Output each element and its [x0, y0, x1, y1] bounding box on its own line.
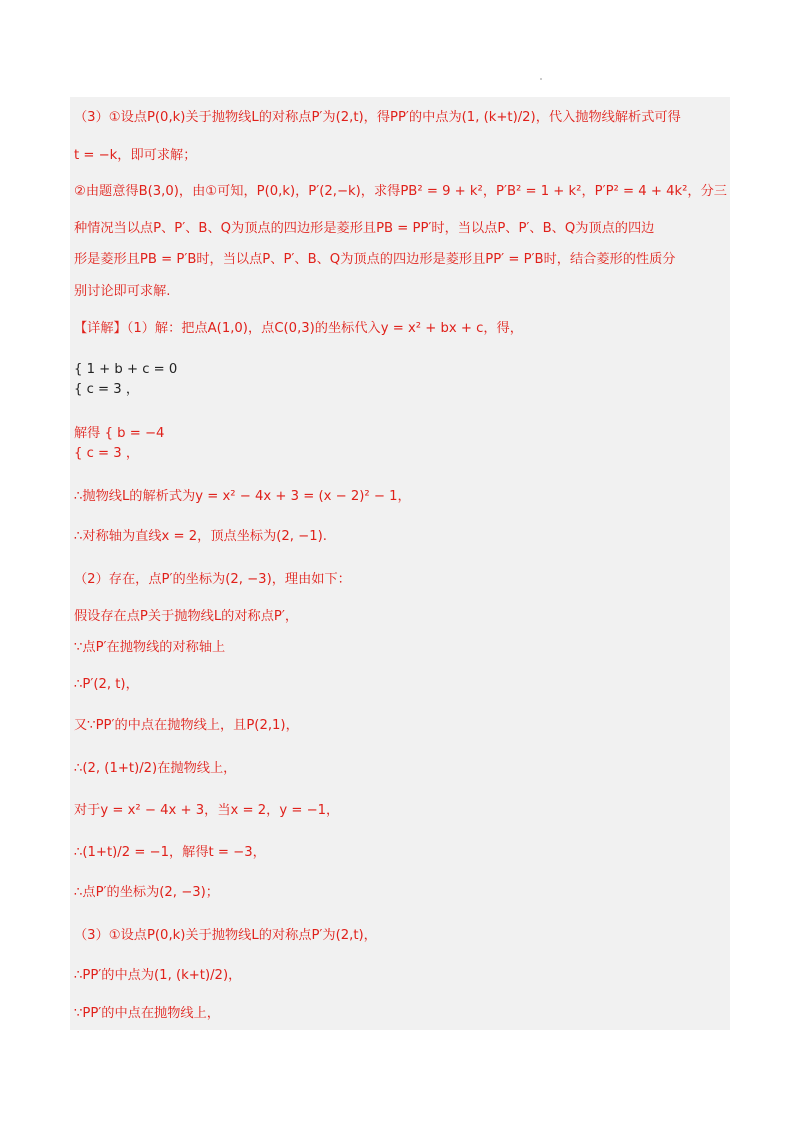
detail-heading-line: 【详解】（1）解：把点A(1,0)，点C(0,3)的坐标代入y = x² + bx + c，得，: [74, 321, 523, 336]
part2-line-6: 对于y = x² − 4x + 3，当x = 2，y = −1，: [74, 803, 340, 818]
solve-line-2: { c = 3 ，: [74, 446, 140, 461]
part2-line-7: ∴(1+t)/2 = −1，解得t = −3，: [74, 845, 266, 860]
axis-vertex-line: ∴对称轴为直线x = 2，顶点坐标为(2, −1).: [74, 529, 327, 544]
analysis-line-6: 别讨论即可求解.: [74, 284, 171, 299]
part2-heading-line: （2）存在，点P′的坐标为(2, −3)，理由如下：: [74, 572, 351, 587]
analysis-line-1: （3）①设点P(0,k)关于抛物线L的对称点P′为(2,t)，得PP′的中点为(1, (k+t)/2)，代入抛物线解析式可得: [74, 110, 681, 125]
part3-line-2: ∴PP′的中点为(1, (k+t)/2)，: [74, 968, 242, 983]
part2-line-4: 又∵PP′的中点在抛物线上，且P(2,1)，: [74, 718, 299, 733]
analysis-line-4: 种情况当以点P、P′、B、Q为顶点的四边形是菱形且PB = PP′时，当以点P、P′、B、Q为顶点的四边: [74, 221, 655, 236]
part2-line-1: 假设存在点P关于抛物线L的对称点P′，: [74, 609, 299, 624]
part2-line-2: ∵点P′在抛物线的对称轴上: [74, 640, 226, 655]
part2-line-3: ∴P′(2, t)，: [74, 677, 139, 692]
analysis-line-3: ②由题意得B(3,0)，由①可知，P(0,k)，P′(2,−k)，求得PB² = 9 + k²，P′B² = 1 + k²，P′P² = 4 + 4k²，分三: [74, 184, 727, 199]
solve-line-1: 解得 { b = −4: [74, 426, 165, 441]
analysis-line-5: 形是菱形且PB = P′B时，当以点P、P′、B、Q为顶点的四边形是菱形且PP′ = P′B时，结合菱形的性质分: [74, 252, 676, 267]
part2-line-5: ∴(2, (1+t)/2)在抛物线上，: [74, 761, 237, 776]
scan-dot: [540, 78, 542, 80]
parabola-expression-line: ∴抛物线L的解析式为y = x² − 4x + 3 = (x − 2)² − 1，: [74, 489, 411, 504]
part3-line-3: ∵PP′的中点在抛物线上，: [74, 1006, 220, 1021]
system-line-1: { 1 + b + c = 0: [74, 362, 178, 377]
part2-line-8: ∴点P′的坐标为(2, −3)；: [74, 885, 219, 900]
part3-line-1: （3）①设点P(0,k)关于抛物线L的对称点P′为(2,t)，: [74, 928, 377, 943]
system-line-2: { c = 3 ，: [74, 382, 140, 397]
analysis-line-2: t = −k，即可求解；: [74, 148, 197, 163]
